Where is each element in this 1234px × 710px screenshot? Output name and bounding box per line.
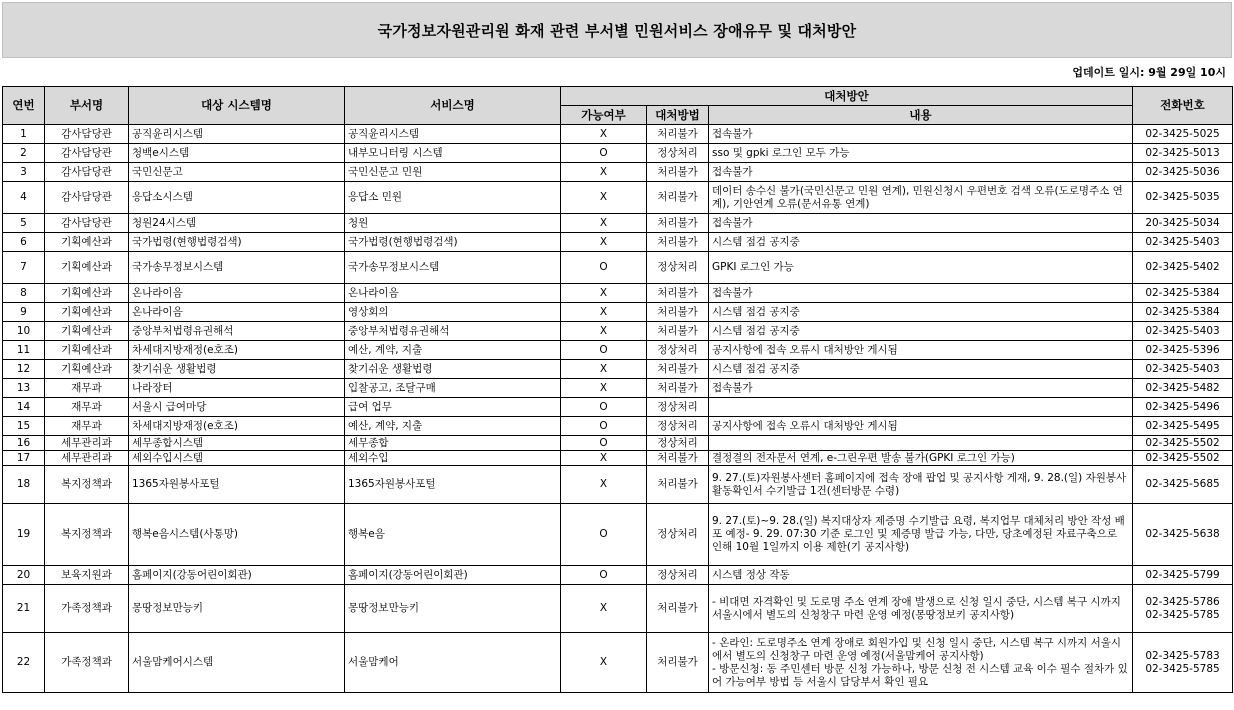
cell-no: 16 <box>3 436 45 451</box>
table-row <box>3 284 1233 303</box>
cell-service: 국가송무정보시스템 <box>345 252 561 284</box>
cell-dept: 가족정책과 <box>45 633 129 693</box>
cell-system: 공직윤리시스템 <box>129 125 345 144</box>
cell-content: 접속불가 <box>709 284 1133 303</box>
cell-dept: 기획예산과 <box>45 284 129 303</box>
cell-method: 정상처리 <box>647 436 709 451</box>
cell-content: 접속불가 <box>709 379 1133 398</box>
cell-dept: 세무관리과 <box>45 451 129 466</box>
cell-service: 공직윤리시스템 <box>345 125 561 144</box>
cell-dept: 기획예산과 <box>45 233 129 252</box>
cell-available: X <box>561 360 647 379</box>
table-row <box>3 585 1233 633</box>
cell-dept: 복지정책과 <box>45 466 129 504</box>
document-title: 국가정보자원관리원 화재 관련 부서별 민원서비스 장애유무 및 대처방안 <box>377 21 857 40</box>
cell-phone: 20-3425-5034 <box>1133 214 1233 233</box>
table-row <box>3 303 1233 322</box>
cell-no: 2 <box>3 144 45 163</box>
cell-method: 처리불가 <box>647 125 709 144</box>
cell-service: 급여 업무 <box>345 398 561 417</box>
cell-content: 접속불가 <box>709 163 1133 182</box>
cell-method: 처리불가 <box>647 360 709 379</box>
cell-service: 중앙부처법령유권해석 <box>345 322 561 341</box>
header-no: 연번 <box>3 87 45 125</box>
table-row <box>3 252 1233 284</box>
table-row <box>3 451 1233 466</box>
cell-service: 예산, 계약, 지출 <box>345 341 561 360</box>
cell-method: 정상처리 <box>647 252 709 284</box>
cell-system: 청원24시스템 <box>129 214 345 233</box>
cell-available: X <box>561 163 647 182</box>
cell-system: 차세대지방재정(e호조) <box>129 341 345 360</box>
cell-phone: 02-3425-5396 <box>1133 341 1233 360</box>
cell-method: 정상처리 <box>647 144 709 163</box>
table-row <box>3 398 1233 417</box>
table-row <box>3 233 1233 252</box>
cell-system: 국가법령(현행법령검색) <box>129 233 345 252</box>
cell-available: X <box>561 322 647 341</box>
cell-system: 서울시 급여마당 <box>129 398 345 417</box>
table-row <box>3 125 1233 144</box>
cell-service: 찾기쉬운 생활법령 <box>345 360 561 379</box>
cell-method: 처리불가 <box>647 322 709 341</box>
cell-phone: 02-3425-5799 <box>1133 566 1233 585</box>
cell-content: 공지사항에 접속 오류시 대처방안 게시됨 <box>709 417 1133 436</box>
cell-phone: 02-3425-5402 <box>1133 252 1233 284</box>
cell-phone: 02-3425-5036 <box>1133 163 1233 182</box>
cell-available: X <box>561 585 647 633</box>
cell-available: O <box>561 566 647 585</box>
table-row <box>3 341 1233 360</box>
table-row <box>3 436 1233 451</box>
cell-phone: 02-3425-5384 <box>1133 284 1233 303</box>
phone-line-2: 02-3425-5785 <box>1145 608 1220 621</box>
cell-method: 처리불가 <box>647 451 709 466</box>
cell-dept: 감사담당관 <box>45 125 129 144</box>
table-row <box>3 417 1233 436</box>
cell-system: 몽땅정보만능키 <box>129 585 345 633</box>
cell-no: 12 <box>3 360 45 379</box>
cell-system: 나라장터 <box>129 379 345 398</box>
table-row <box>3 379 1233 398</box>
cell-dept: 복지정책과 <box>45 504 129 566</box>
cell-available: O <box>561 144 647 163</box>
cell-available: O <box>561 417 647 436</box>
cell-dept: 기획예산과 <box>45 322 129 341</box>
cell-system: 응답소시스템 <box>129 182 345 214</box>
phone-line: 02-3425-5786 <box>1145 595 1220 608</box>
cell-method: 처리불가 <box>647 163 709 182</box>
cell-method: 정상처리 <box>647 566 709 585</box>
cell-available: O <box>561 341 647 360</box>
cell-system: 찾기쉬운 생활법령 <box>129 360 345 379</box>
cell-method: 처리불가 <box>647 284 709 303</box>
header-plan-group: 대처방안 <box>561 87 1133 106</box>
cell-content <box>709 633 1133 693</box>
header-available: 가능여부 <box>561 106 647 125</box>
cell-phone: 02-3425-5502 <box>1133 451 1233 466</box>
cell-method: 처리불가 <box>647 182 709 214</box>
cell-no: 8 <box>3 284 45 303</box>
cell-dept: 기획예산과 <box>45 303 129 322</box>
cell-dept: 감사담당관 <box>45 144 129 163</box>
cell-system: 세무종합시스템 <box>129 436 345 451</box>
cell-dept: 기획예산과 <box>45 341 129 360</box>
cell-available: O <box>561 504 647 566</box>
cell-service: 내부모니터링 시스템 <box>345 144 561 163</box>
cell-service: 국가법령(현행법령검색) <box>345 233 561 252</box>
cell-system: 세외수입시스템 <box>129 451 345 466</box>
cell-available: X <box>561 379 647 398</box>
cell-content: 접속불가 <box>709 125 1133 144</box>
cell-system: 중앙부처법령유권해석 <box>129 322 345 341</box>
cell-service: 세외수입 <box>345 451 561 466</box>
service-status-table <box>2 86 1233 693</box>
cell-service: 온나라이음 <box>345 284 561 303</box>
cell-phone: 02-3425-5502 <box>1133 436 1233 451</box>
cell-service: 세무종합 <box>345 436 561 451</box>
cell-content: 시스템 점검 공지중 <box>709 360 1133 379</box>
header-method: 대처방법 <box>647 106 709 125</box>
cell-phone: 02-3425-5496 <box>1133 398 1233 417</box>
cell-no: 10 <box>3 322 45 341</box>
document-title-bar <box>2 2 1232 58</box>
cell-phone: 02-3425-5403 <box>1133 233 1233 252</box>
cell-content: GPKI 로그인 가능 <box>709 252 1133 284</box>
cell-content: 공지사항에 접속 오류시 대처방안 게시됨 <box>709 341 1133 360</box>
cell-content <box>709 436 1133 451</box>
cell-phone: 02-3425-5013 <box>1133 144 1233 163</box>
cell-content: 시스템 점검 공지중 <box>709 233 1133 252</box>
cell-no: 7 <box>3 252 45 284</box>
table-row <box>3 144 1233 163</box>
cell-available: X <box>561 125 647 144</box>
cell-dept: 감사담당관 <box>45 163 129 182</box>
cell-service: 예산, 계약, 지출 <box>345 417 561 436</box>
cell-service: 청원 <box>345 214 561 233</box>
cell-system: 1365자원봉사포털 <box>129 466 345 504</box>
cell-phone: 02-3425-5685 <box>1133 466 1233 504</box>
header-service: 서비스명 <box>345 87 561 125</box>
cell-no: 1 <box>3 125 45 144</box>
cell-content: 데이터 송수신 불가(국민신문고 민원 연계), 민원신청시 우편번호 검색 오류(도로명주소 연계), 기안연계 오류(문서유통 연계) <box>709 182 1133 214</box>
table-row <box>3 214 1233 233</box>
cell-system: 국민신문고 <box>129 163 345 182</box>
content-line: - 온라인: 도로명주소 연계 장애로 회원가입 및 신청 일시 중단, 시스템 복구 시까지 서울시에서 별도의 신청창구 마련 운영 예정(서울맘케어 공지사항) <box>712 636 1122 662</box>
cell-available: X <box>561 214 647 233</box>
cell-system: 서울맘케어시스템 <box>129 633 345 693</box>
cell-method: 처리불가 <box>647 233 709 252</box>
cell-system: 온나라이음 <box>129 303 345 322</box>
cell-content: 9. 27.(토)~9. 28.(일) 복지대상자 제증명 수기발급 요령, 복지업무 대체처리 방안 작성 배포 예정- 9. 29. 07:30 기준 로그인 및 제증명 발급 가능, 다만, 당초예정된 자료구축으로 인해 10월 1일까지 이용 제한(기 공지사항) <box>709 504 1133 566</box>
cell-no: 4 <box>3 182 45 214</box>
table-row <box>3 322 1233 341</box>
cell-dept: 재무과 <box>45 379 129 398</box>
cell-method: 처리불가 <box>647 214 709 233</box>
cell-phone: 02-3425-5403 <box>1133 360 1233 379</box>
cell-available: O <box>561 436 647 451</box>
cell-no: 17 <box>3 451 45 466</box>
cell-available: X <box>561 182 647 214</box>
cell-no: 18 <box>3 466 45 504</box>
cell-method: 정상처리 <box>647 417 709 436</box>
cell-method: 처리불가 <box>647 466 709 504</box>
cell-no: 22 <box>3 633 45 693</box>
cell-no: 11 <box>3 341 45 360</box>
cell-service: 영상회의 <box>345 303 561 322</box>
cell-available: X <box>561 451 647 466</box>
cell-system: 청백e시스템 <box>129 144 345 163</box>
cell-dept: 감사담당관 <box>45 214 129 233</box>
table-row <box>3 182 1233 214</box>
header-phone: 전화번호 <box>1133 87 1233 125</box>
table-row <box>3 163 1233 182</box>
cell-no: 6 <box>3 233 45 252</box>
header-dept: 부서명 <box>45 87 129 125</box>
cell-service: 응답소 민원 <box>345 182 561 214</box>
cell-available: O <box>561 252 647 284</box>
cell-system: 행복e음시스템(사통망) <box>129 504 345 566</box>
cell-method: 처리불가 <box>647 633 709 693</box>
cell-phone: 02-3425-5495 <box>1133 417 1233 436</box>
cell-phone: 02-3425-5482 <box>1133 379 1233 398</box>
cell-content: 결정결의 전자문서 연계, e-그린우편 발송 불가(GPKI 로그인 가능) <box>709 451 1133 466</box>
cell-method: 처리불가 <box>647 303 709 322</box>
cell-dept: 재무과 <box>45 398 129 417</box>
cell-service: 국민신문고 민원 <box>345 163 561 182</box>
table-row <box>3 466 1233 504</box>
cell-service: 입찰공고, 조달구매 <box>345 379 561 398</box>
cell-no: 5 <box>3 214 45 233</box>
cell-phone: 02-3425-5403 <box>1133 322 1233 341</box>
table-row <box>3 633 1233 693</box>
cell-method: 처리불가 <box>647 585 709 633</box>
cell-dept: 기획예산과 <box>45 252 129 284</box>
table-row <box>3 504 1233 566</box>
update-time: 업데이트 일시: 9월 29일 10시 <box>1072 66 1226 79</box>
page-bottom-edge <box>0 706 1234 710</box>
cell-system: 차세대지방재정(e호조) <box>129 417 345 436</box>
cell-dept: 보육지원과 <box>45 566 129 585</box>
cell-dept: 재무과 <box>45 417 129 436</box>
cell-phone <box>1133 633 1233 693</box>
cell-available: O <box>561 398 647 417</box>
cell-no: 13 <box>3 379 45 398</box>
cell-system: 국가송무정보시스템 <box>129 252 345 284</box>
cell-service: 서울맘케어 <box>345 633 561 693</box>
header-content: 내용 <box>709 106 1133 125</box>
cell-dept: 가족정책과 <box>45 585 129 633</box>
cell-available: X <box>561 233 647 252</box>
cell-method: 정상처리 <box>647 341 709 360</box>
cell-content: 시스템 점검 공지중 <box>709 322 1133 341</box>
cell-phone <box>1133 585 1233 633</box>
cell-no: 20 <box>3 566 45 585</box>
cell-dept: 기획예산과 <box>45 360 129 379</box>
cell-content: 시스템 정상 작동 <box>709 566 1133 585</box>
cell-service: 홈페이지(강동어린이회관) <box>345 566 561 585</box>
cell-available: X <box>561 466 647 504</box>
cell-content: - 비대면 자격확인 및 도로명 주소 연계 장애 발생으로 신청 일시 중단, 시스템 복구 시까지 서울시에서 별도의 신청창구 마련 운영 예정(몽땅정보키 공지사항) <box>709 585 1133 633</box>
table-row <box>3 360 1233 379</box>
cell-available: X <box>561 303 647 322</box>
cell-service: 1365자원봉사포털 <box>345 466 561 504</box>
cell-system: 온나라이음 <box>129 284 345 303</box>
cell-phone: 02-3425-5638 <box>1133 504 1233 566</box>
cell-service: 행복e음 <box>345 504 561 566</box>
cell-available: X <box>561 284 647 303</box>
phone-line: 02-3425-5783 <box>1145 649 1220 662</box>
cell-system: 홈페이지(강동어린이회관) <box>129 566 345 585</box>
cell-dept: 세무관리과 <box>45 436 129 451</box>
content-line-2: - 방문신청: 동 주민센터 방문 신청 가능하나, 방문 신청 전 시스템 교육 이수 필수 절차가 있어 가능여부 방법 등 서울시 담당부서 확인 필요 <box>712 662 1128 688</box>
cell-no: 14 <box>3 398 45 417</box>
cell-no: 19 <box>3 504 45 566</box>
cell-available: X <box>561 633 647 693</box>
table-row <box>3 566 1233 585</box>
cell-phone: 02-3425-5384 <box>1133 303 1233 322</box>
cell-method: 정상처리 <box>647 398 709 417</box>
phone-line-2: 02-3425-5785 <box>1145 662 1220 675</box>
cell-service: 몽땅정보만능키 <box>345 585 561 633</box>
cell-content: 시스템 점검 공지중 <box>709 303 1133 322</box>
cell-no: 9 <box>3 303 45 322</box>
cell-method: 정상처리 <box>647 504 709 566</box>
header-system: 대상 시스템명 <box>129 87 345 125</box>
cell-no: 3 <box>3 163 45 182</box>
cell-method: 처리불가 <box>647 379 709 398</box>
cell-no: 15 <box>3 417 45 436</box>
cell-phone: 02-3425-5035 <box>1133 182 1233 214</box>
cell-content <box>709 398 1133 417</box>
cell-content: 접속불가 <box>709 214 1133 233</box>
cell-content: 9. 27.(토)자원봉사센터 홈페이지에 접속 장애 팝업 및 공지사항 게재, 9. 28.(일) 자원봉사활동확인서 수기발급 1건(센터방문 수령) <box>709 466 1133 504</box>
cell-no: 21 <box>3 585 45 633</box>
cell-dept: 감사담당관 <box>45 182 129 214</box>
cell-phone: 02-3425-5025 <box>1133 125 1233 144</box>
cell-content: sso 및 gpki 로그인 모두 가능 <box>709 144 1133 163</box>
